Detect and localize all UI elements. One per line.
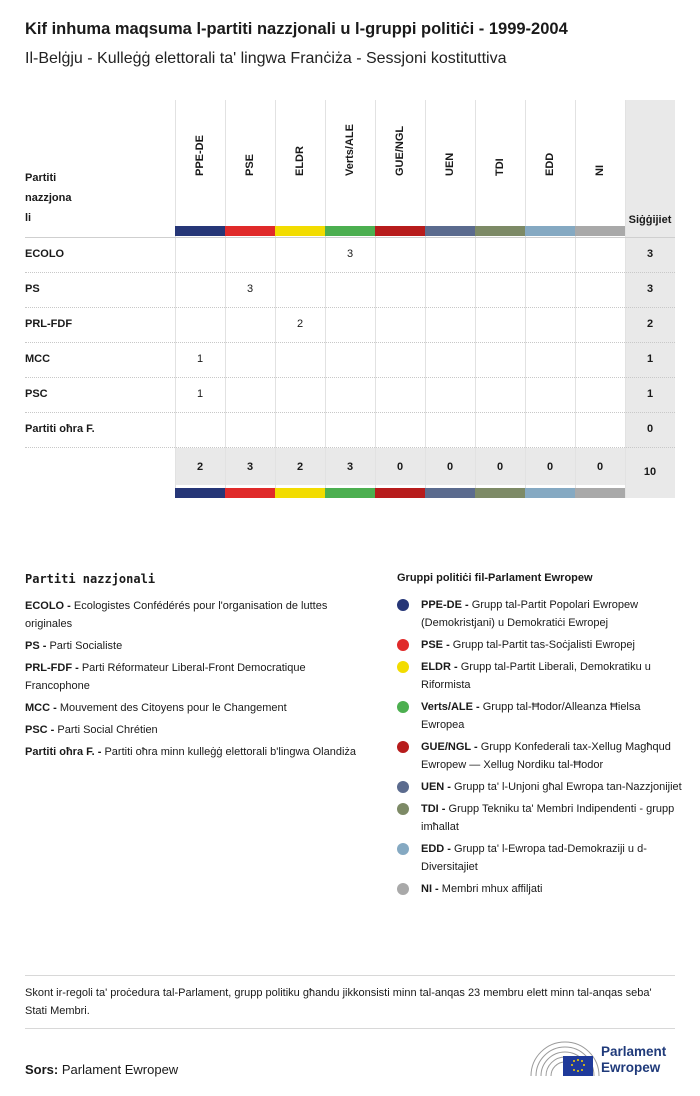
group-color-bar xyxy=(325,226,375,236)
page-subtitle: Il-Belġju - Kulleġġ elettorali ta' lingwa Franċiża - Sessjoni kostituttiva xyxy=(25,50,507,67)
row-total: 3 xyxy=(646,248,654,260)
seat-cell: 3 xyxy=(246,283,254,295)
group-total: 0 xyxy=(546,461,554,473)
group-legend-name: Grupp tal-Partit Liberali, Demokratiku u Riformista xyxy=(421,661,651,691)
logo-line: Parlament xyxy=(601,1044,667,1059)
party-legend-item xyxy=(25,597,370,633)
group-legend-item xyxy=(397,636,682,654)
group-legend-item xyxy=(397,698,682,734)
group-color-bar xyxy=(275,226,325,236)
group-legend-name: Grupp Konfederali tax-Xellug Magħqud Ewropew — Xellug Nordiku tal-Ħodor xyxy=(421,741,671,771)
group-header xyxy=(425,100,475,226)
group-header xyxy=(575,100,625,226)
group-color-bar xyxy=(575,488,625,498)
group-legend-item xyxy=(397,778,682,796)
group-total: 2 xyxy=(296,461,304,473)
group-total: 2 xyxy=(196,461,204,473)
group-color-bar xyxy=(325,488,375,498)
row-total: 1 xyxy=(646,353,654,365)
group-legend-name: Membri mhux affiljati xyxy=(441,883,543,895)
party-legend-name: Parti Socialiste xyxy=(49,640,123,652)
group-color-dot xyxy=(397,741,409,753)
party-legend-abbr: PRL-FDF - xyxy=(25,662,79,674)
group-legend-name: Grupp tal-Partit tas-Soċjalisti Ewropej xyxy=(452,639,635,651)
party-legend-item xyxy=(25,637,370,655)
group-color-bar xyxy=(425,488,475,498)
grand-total: 10 xyxy=(643,466,657,478)
group-color-bar xyxy=(475,226,525,236)
group-legend-abbr: PPE-DE - xyxy=(421,599,469,611)
group-color-dot xyxy=(397,781,409,793)
party-legend-abbr: Partiti oħra F. - xyxy=(25,746,102,758)
group-header-label: Verts/ALE xyxy=(344,124,356,176)
page-title: Kif inhuma maqsuma l-partiti nazzjonali u l-gruppi politiċi - 1999-2004 xyxy=(25,20,568,38)
group-legend-abbr: GUE/NGL - xyxy=(421,741,478,753)
group-header-label: PSE xyxy=(244,153,256,176)
group-color-bar xyxy=(175,226,225,236)
group-legend-name: Grupp ta' l-Unjoni għal Ewropa tan-Nazzjonijiet xyxy=(454,781,682,793)
group-legend-item xyxy=(397,800,682,836)
group-color-dot xyxy=(397,843,409,855)
group-legend-abbr: NI - xyxy=(421,883,439,895)
group-color-bar xyxy=(275,488,325,498)
group-header-label: EDD xyxy=(544,152,556,176)
row-total: 2 xyxy=(646,318,654,330)
group-legend-abbr: Verts/ALE - xyxy=(421,701,480,713)
seat-cell: 1 xyxy=(196,388,204,400)
table-row xyxy=(25,378,675,413)
group-total: 0 xyxy=(596,461,604,473)
party-legend-item xyxy=(25,659,370,695)
group-color-bar xyxy=(475,488,525,498)
group-header xyxy=(525,100,575,226)
group-legend-item xyxy=(397,880,682,898)
group-color-dot xyxy=(397,701,409,713)
group-legend-abbr: PSE - xyxy=(421,639,450,651)
group-legend-item xyxy=(397,738,682,774)
seat-cell: 3 xyxy=(346,248,354,260)
group-total: 0 xyxy=(446,461,454,473)
group-total: 0 xyxy=(396,461,404,473)
group-legend-name: Grupp tal-Partit Popolari Ewropew (Demokristjani) u Demokratiċi Ewropej xyxy=(421,599,639,629)
groups-legend xyxy=(397,572,682,902)
group-color-dot xyxy=(397,883,409,895)
source-value: Parlament Ewropew xyxy=(61,1062,179,1077)
party-legend-name: Partiti oħra minn kulleġġ elettorali b'lingwa Olandiża xyxy=(104,746,357,758)
group-color-bar xyxy=(575,226,625,236)
group-color-bar xyxy=(175,488,225,498)
row-total: 0 xyxy=(646,423,654,435)
group-color-bar xyxy=(375,226,425,236)
group-header-label: UEN xyxy=(444,152,456,176)
row-divider xyxy=(25,447,675,448)
table-row xyxy=(25,308,675,343)
row-total: 1 xyxy=(646,388,654,400)
party-name: PRL-FDF xyxy=(25,318,73,330)
seats-column-header: Siġġijiet xyxy=(628,214,672,226)
party-header-line: Partiti xyxy=(25,172,57,184)
group-color-dot xyxy=(397,661,409,673)
group-total: 3 xyxy=(246,461,254,473)
group-header xyxy=(225,100,275,226)
footnote: Skont ir-regoli ta' proċedura tal-Parlament, grupp politiku għandu jikkonsisti minn tal-anqas 23 membru elett minn tal-anqas seba' Stati Membri. xyxy=(25,987,652,1017)
group-legend-abbr: EDD - xyxy=(421,843,451,855)
party-legend-abbr: ECOLO - xyxy=(25,600,71,612)
group-header-label: NI xyxy=(594,165,606,176)
source-label: Sors: xyxy=(25,1062,59,1077)
group-legend-abbr: TDI - xyxy=(421,803,446,815)
divider xyxy=(25,975,675,976)
party-name: PS xyxy=(25,283,40,295)
party-legend-item xyxy=(25,721,370,739)
group-header-label: ELDR xyxy=(294,146,306,176)
group-color-bar xyxy=(425,226,475,236)
group-legend-name: Grupp tal-Ħodor/Alleanza Ħielsa Ewropea xyxy=(421,701,641,731)
party-legend-abbr: MCC - xyxy=(25,702,57,714)
group-legend-name: Grupp Tekniku ta' Membri Indipendenti - grupp imħallat xyxy=(421,803,675,833)
table-row xyxy=(25,238,675,273)
group-header xyxy=(375,100,425,226)
group-color-bar xyxy=(525,226,575,236)
party-header-line: nazzjona xyxy=(25,192,72,204)
party-name: PSC xyxy=(25,388,48,400)
group-legend-item xyxy=(397,840,682,876)
group-header xyxy=(275,100,325,226)
party-column-header xyxy=(25,168,85,228)
group-legend-item xyxy=(397,658,682,694)
group-total: 3 xyxy=(346,461,354,473)
parties-legend xyxy=(25,572,370,765)
group-legend-abbr: ELDR - xyxy=(421,661,458,673)
group-color-bar xyxy=(375,488,425,498)
party-legend-name: Mouvement des Citoyens pour le Changement xyxy=(59,702,287,714)
party-name: Partiti oħra F. xyxy=(25,423,95,435)
party-legend-name: Ecologistes Confédérés pour l'organisation de luttes originales xyxy=(25,600,328,630)
table-row xyxy=(25,413,675,448)
group-total: 0 xyxy=(496,461,504,473)
source xyxy=(25,1062,178,1077)
party-legend-name: Parti Réformateur Liberal-Front Democratique Francophone xyxy=(25,662,306,692)
party-legend-abbr: PS - xyxy=(25,640,47,652)
seat-cell: 2 xyxy=(296,318,304,330)
groups-legend-heading: Gruppi politiċi fil-Parlament Ewropew xyxy=(397,572,593,584)
divider xyxy=(25,1028,675,1029)
group-color-dot xyxy=(397,803,409,815)
group-color-bar xyxy=(225,226,275,236)
group-legend-abbr: UEN - xyxy=(421,781,451,793)
group-header xyxy=(175,100,225,226)
party-name: ECOLO xyxy=(25,248,65,260)
logo-line: Ewropew xyxy=(601,1060,661,1075)
group-header xyxy=(325,100,375,226)
party-legend-abbr: PSC - xyxy=(25,724,55,736)
party-legend-name: Parti Social Chrétien xyxy=(57,724,158,736)
table-row xyxy=(25,273,675,308)
group-color-dot xyxy=(397,639,409,651)
party-name: MCC xyxy=(25,353,51,365)
group-header-label: PPE-DE xyxy=(194,135,206,176)
group-color-bar xyxy=(225,488,275,498)
group-header xyxy=(475,100,525,226)
party-legend-item xyxy=(25,743,370,761)
group-color-dot xyxy=(397,599,409,611)
group-header-label: TDI xyxy=(494,158,506,176)
seat-cell: 1 xyxy=(196,353,204,365)
group-legend-name: Grupp ta' l-Ewropa tad-Demokraziji u d-Diversitajiet xyxy=(421,843,647,873)
logo-text xyxy=(601,1044,666,1076)
table-row xyxy=(25,343,675,378)
group-header-label: GUE/NGL xyxy=(394,125,406,176)
group-legend-item xyxy=(397,596,682,632)
party-legend-item xyxy=(25,699,370,717)
parties-legend-heading: Partiti nazzjonali xyxy=(25,572,156,586)
distribution-table xyxy=(25,100,675,498)
row-total: 3 xyxy=(646,283,654,295)
group-color-bar xyxy=(525,488,575,498)
party-header-line: li xyxy=(25,212,32,224)
